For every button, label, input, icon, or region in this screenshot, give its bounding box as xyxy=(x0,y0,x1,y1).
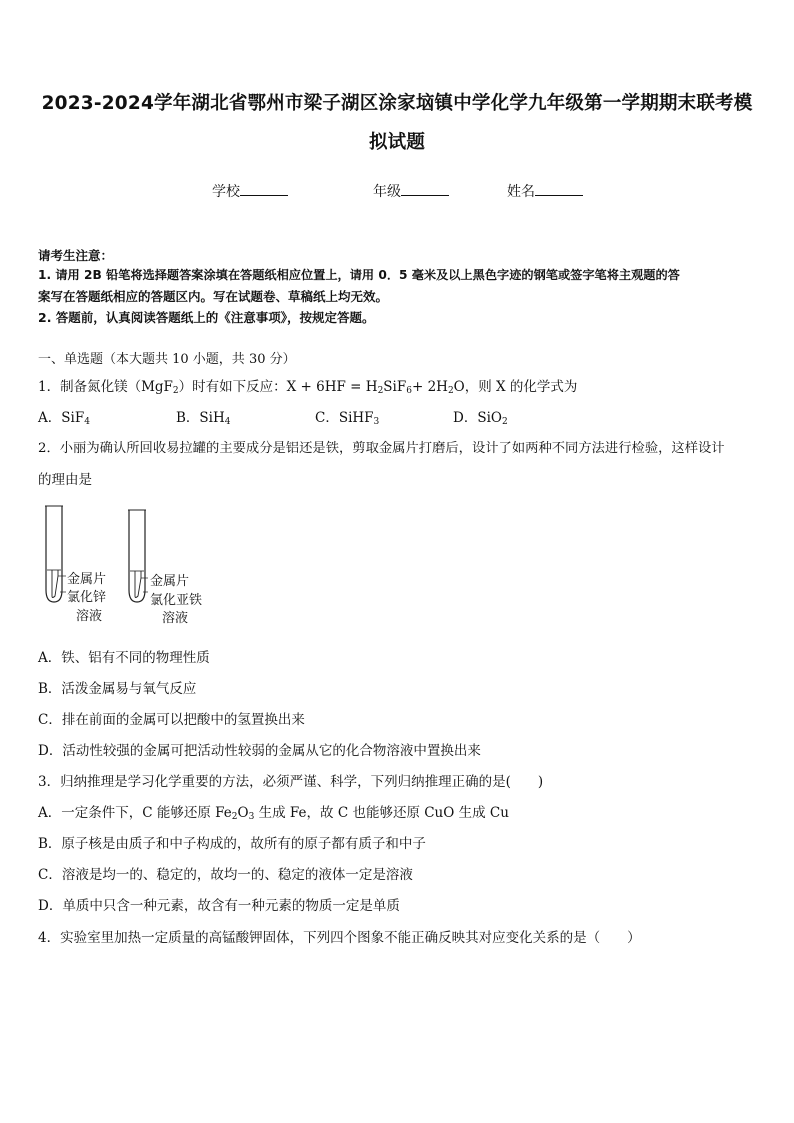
notice-heading: 请考生注意： xyxy=(38,248,114,263)
q3-stem: 3．归纳推理是学习化学重要的方法，必须严谨、科学，下列归纳推理正确的是( ) xyxy=(38,774,544,790)
q1-option-d[interactable] xyxy=(453,406,508,427)
school-label: 学校 xyxy=(212,184,240,200)
q1-option-b-sub: 4 xyxy=(224,417,231,427)
q4-stem: 4．实验室里加热一定质量的高锰酸钾固体，下列四个图象不能正确反映其对应变化关系的是（ ） xyxy=(38,930,641,946)
q3-option-b[interactable]: B．原子核是由质子和中子构成的，故所有的原子都有质子和中子 xyxy=(38,836,426,852)
tube1-label-liquid: 溶液 xyxy=(76,609,103,624)
name-blank xyxy=(535,183,583,196)
q2-option-c[interactable]: C．排在前面的金属可以把酸中的氢置换出来 xyxy=(38,712,305,728)
q1-option-d-text: D．SiO xyxy=(453,410,502,426)
q1-subscript: 2 xyxy=(377,386,384,396)
test-tubes-figure xyxy=(38,500,238,630)
section1-heading: 一、单选题（本大题共 10 小题，共 30 分） xyxy=(38,352,296,367)
q1-option-d-sub: 2 xyxy=(501,417,508,427)
test-tube-1 xyxy=(45,506,66,602)
name-field xyxy=(507,181,583,201)
q1-stem-part: 1．制备氮化镁（MgF xyxy=(38,379,173,395)
test-tube-2 xyxy=(128,510,148,602)
q1-option-a-sub: 4 xyxy=(84,417,90,427)
q1-option-c-sub: 3 xyxy=(373,417,380,427)
q2-option-d[interactable]: D．活动性较强的金属可把活动性较弱的金属从它的化合物溶液中置换出来 xyxy=(38,743,481,759)
name-label: 姓名 xyxy=(507,184,535,200)
notice-item1-line2: 案写在答题纸相应的答题区内。写在试题卷、草稿纸上均无效。 xyxy=(38,289,389,304)
q1-option-c[interactable] xyxy=(315,406,379,427)
q2-option-b[interactable]: B．活泼金属易与氧气反应 xyxy=(38,681,197,697)
grade-blank xyxy=(401,183,449,196)
tube2-label-metal: 金属片 xyxy=(150,574,190,589)
q1-subscript: 2 xyxy=(172,386,179,396)
q3-option-c[interactable]: C．溶液是均一的、稳定的，故均一的、稳定的液体一定是溶液 xyxy=(38,867,413,883)
q3-option-a[interactable] xyxy=(38,801,509,822)
exam-title-line1: 2023-2024学年湖北省鄂州市梁子湖区涂家垴镇中学化学九年级第一学期期末联考模 xyxy=(41,93,753,114)
exam-title-line2: 拟试题 xyxy=(368,132,426,153)
q3-option-a-part: A．一定条件下，C 能够还原 Fe xyxy=(38,805,232,821)
school-field xyxy=(212,181,288,201)
q2-stem-line1: 2．小丽为确认所回收易拉罐的主要成分是铝还是铁，剪取金属片打磨后，设计了如两种不同方法进行检验，这样设计 xyxy=(38,441,725,456)
grade-field xyxy=(373,181,449,201)
tube2-label-solution: 氯化亚铁 xyxy=(150,593,203,608)
q2-stem-line2: 的理由是 xyxy=(38,472,92,488)
tube2-label-liquid: 溶液 xyxy=(162,611,189,626)
q1-stem-part: SiF xyxy=(383,379,407,395)
q3-option-d[interactable]: D．单质中只含一种元素，故含有一种元素的物质一定是单质 xyxy=(38,898,400,914)
q1-option-b-text: B．SiH xyxy=(176,410,225,426)
q1-option-c-text: C．SiHF xyxy=(315,410,374,426)
q1-subscript: 2 xyxy=(447,386,454,396)
q1-option-a-text: A．SiF xyxy=(38,410,85,426)
q3-option-a-sub: 2 xyxy=(231,812,238,822)
notice-item1-line1: 1. 请用 2B 铅笔将选择题答案涂填在答题纸相应位置上，请用 0．5 毫米及以上黑色字迹的钢笔或签字笔将主观题的答 xyxy=(38,268,680,282)
q3-option-a-part: O xyxy=(237,805,249,821)
q1-stem-part: ）时有如下反应：X + 6HF = H xyxy=(178,379,378,395)
tube1-label-solution: 氯化锌 xyxy=(67,590,107,605)
grade-label: 年级 xyxy=(373,184,401,200)
q1-stem-part: O，则 X 的化学式为 xyxy=(453,379,578,395)
q2-option-a[interactable]: A．铁、铝有不同的物理性质 xyxy=(38,650,210,666)
q1-stem-part: + 2H xyxy=(411,379,448,395)
q1-option-b[interactable] xyxy=(176,406,231,427)
q1-option-a[interactable] xyxy=(38,406,90,427)
notice-item2: 2. 答题前，认真阅读答题纸上的《注意事项》，按规定答题。 xyxy=(38,310,375,325)
q1-stem xyxy=(38,375,577,396)
tube1-label-metal: 金属片 xyxy=(67,572,107,587)
q1-subscript: 6 xyxy=(406,386,412,396)
q3-option-a-part: 生成 Fe，故 C 也能够还原 CuO 生成 Cu xyxy=(254,805,509,821)
school-blank xyxy=(240,183,288,196)
q3-option-a-sub: 3 xyxy=(248,812,255,822)
